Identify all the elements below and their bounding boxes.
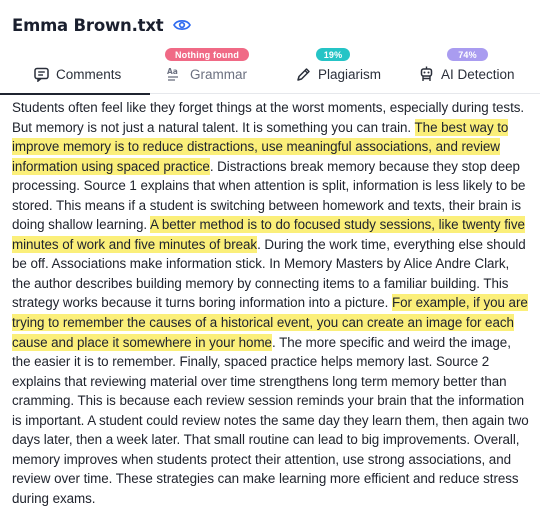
tab-ai-detection-label: AI Detection [441, 66, 515, 82]
eye-icon[interactable] [173, 16, 191, 34]
grammar-status-badge: Nothing found [165, 48, 249, 61]
tab-comments[interactable] [0, 46, 150, 94]
tab-grammar-label: Grammar [190, 66, 247, 82]
document-header [12, 12, 191, 38]
highlighted-sentence[interactable]: For example, if you are trying to remember the causes of a historical event, you can create an image for each cause and place it somewhere in your home [12, 295, 528, 350]
essay-segment: . During the work time, everything else should be off. Associations make information stick. In Memory Masters by Alice Andre Clark, the author describes building memory by connecting items to a familiar building. This strategy works because it turns boring information into a picture. [12, 236, 526, 311]
tab-plagiarism[interactable] [270, 46, 400, 94]
tab-ai-detection[interactable] [400, 46, 540, 94]
tab-comments-label: Comments [56, 66, 122, 82]
ai-detection-score-badge: 74% [447, 48, 488, 61]
essay-body [12, 98, 530, 508]
active-tab-indicator [0, 93, 150, 95]
essay-segment: Students often feel like they forget things at the worst moments, especially during tests. But memory is not just a natural talent. It is something you can train. [12, 100, 525, 135]
comment-icon [33, 66, 49, 82]
essay-segment: . The more specific and weird the image, the easier it is to remember. Finally, spaced practice helps memory last. Source 2 explains that reviewing material over time strengthens long term memory better than cramming. This is because each review session reminds your brain that the information is important. A student could review notes the same day they learn them, then again two days later, then a week later. That small routine can lead to big improvements. Overall, memory improves when students protect their attention, use strong associations, and review over time. These strategies can make learning more efficient and reduce stress during exams. [12, 334, 529, 506]
plagiarism-score-badge: 19% [316, 48, 350, 61]
svg-text:Aa: Aa [167, 66, 178, 76]
pen-icon [295, 66, 311, 82]
essay-segment: . Distractions break memory because they stop deep processing. Source 1 explains that when attention is split, information is less likely to be stored. This means if a student is switching between homework and texts, their brain is doing shallow learning. [12, 158, 526, 233]
tab-plagiarism-label: Plagiarism [318, 66, 382, 82]
tab-grammar[interactable] [150, 46, 270, 94]
document-title: Emma Brown.txt [12, 15, 164, 35]
highlighted-sentence[interactable]: The best way to improve memory is to reduce distractions, use meaningful associations, and review information using spaced practice [12, 119, 509, 174]
highlighted-sentence[interactable]: A better method is to do focused study sessions, like twenty five minutes of work and five minutes of break [12, 217, 525, 252]
tab-bar [0, 46, 540, 94]
robot-icon [418, 66, 434, 82]
grammar-icon [167, 66, 183, 82]
